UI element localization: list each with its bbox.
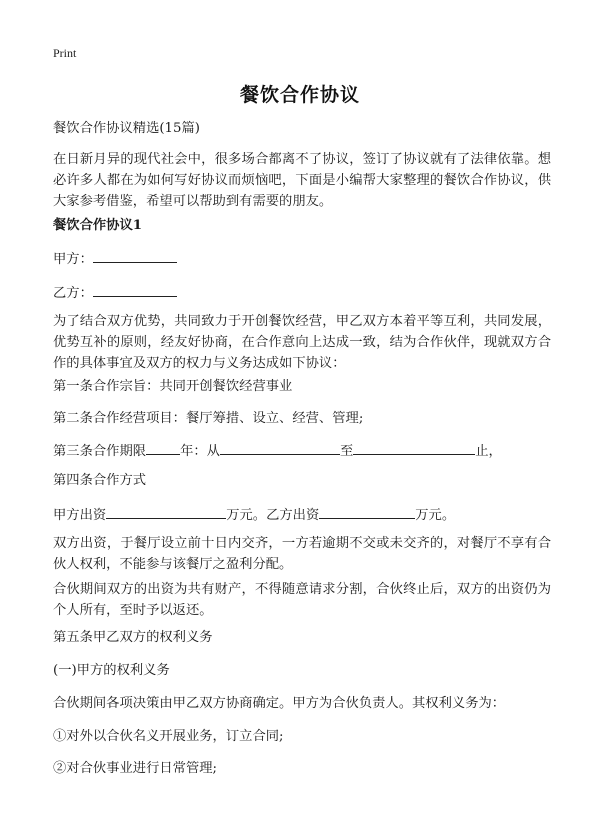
property-rule-paragraph: 合伙期间双方的出资为共有财产，不得随意请求分割，合伙终止后，双方的出资仍为个人所有，至时予以返还。 <box>53 582 551 618</box>
term-years-blank <box>146 440 180 455</box>
party-b-blank <box>93 282 177 297</box>
right-item-2: ②对合伙事业进行日常管理; <box>53 761 218 776</box>
investment-b-label: 万元。乙方出资 <box>226 508 320 523</box>
print-link[interactable]: Print <box>53 46 77 60</box>
section-heading: 餐饮合作协议1 <box>53 218 143 233</box>
investment-unit-label: 万元。 <box>415 508 456 523</box>
end-date-blank <box>353 440 475 455</box>
right-item-1: ①对外以合伙名义开展业务，订立合同; <box>53 729 284 744</box>
sub-section-a: (一)甲方的权利义务 <box>53 663 170 678</box>
investment-a-blank <box>106 504 226 519</box>
article-3-to-label: 至 <box>339 444 354 459</box>
article-5: 第五条甲乙双方的权利义务 <box>53 630 213 645</box>
party-a-label: 甲方： <box>53 252 93 267</box>
document-title: 餐饮合作协议 <box>239 84 360 106</box>
article-1: 第一条合作宗旨：共同开创餐饮经营事业 <box>53 379 293 394</box>
decision-rule: 合伙期间各项决策由甲乙双方协商确定。甲方为合伙负责人。其权利义务为： <box>53 696 506 711</box>
intro-paragraph: 在日新月异的现代社会中，很多场合都离不了协议，签订了协议就有了法律依靠。想必许多人都在为如何写好协议而烦恼吧，下面是小编帮大家整理的餐饮合作协议，供大家参考借鉴，希望可以帮助到有需要的朋友。 <box>53 152 551 209</box>
start-date-blank <box>220 440 340 455</box>
party-a-line <box>53 248 553 270</box>
article-3 <box>53 440 553 462</box>
investment-b-blank <box>319 504 415 519</box>
capital-rule-paragraph: 双方出资，于餐厅设立前十日内交齐，一方若逾期不交或未交齐的，对餐厅不享有合伙人权利，不能参与该餐厅之盈利分配。 <box>53 536 551 572</box>
article-4: 第四条合作方式 <box>53 473 147 488</box>
party-a-blank <box>93 248 177 263</box>
party-b-line <box>53 282 553 304</box>
article-3-year-label: 年：从 <box>180 444 220 459</box>
article-2: 第二条合作经营项目：餐厅筹措、设立、经营、管理; <box>53 411 364 426</box>
party-b-label: 乙方： <box>53 286 93 301</box>
investment-line <box>53 504 553 526</box>
investment-a-label: 甲方出资 <box>53 508 107 523</box>
article-3-end-label: 止， <box>475 444 502 459</box>
purpose-paragraph: 为了结合双方优势，共同致力于开创餐饮经营，甲乙双方本着平等互利，共同发展，优势互补的原则，经友好协商，在合作意向上达成一致，结为合作伙伴，现就双方合作的具体事宜及双方的权力与义务达成如下协议： <box>53 314 551 371</box>
document-subtitle: 餐饮合作协议精选(15篇) <box>53 121 200 136</box>
article-3-prefix: 第三条合作期限 <box>53 444 147 459</box>
